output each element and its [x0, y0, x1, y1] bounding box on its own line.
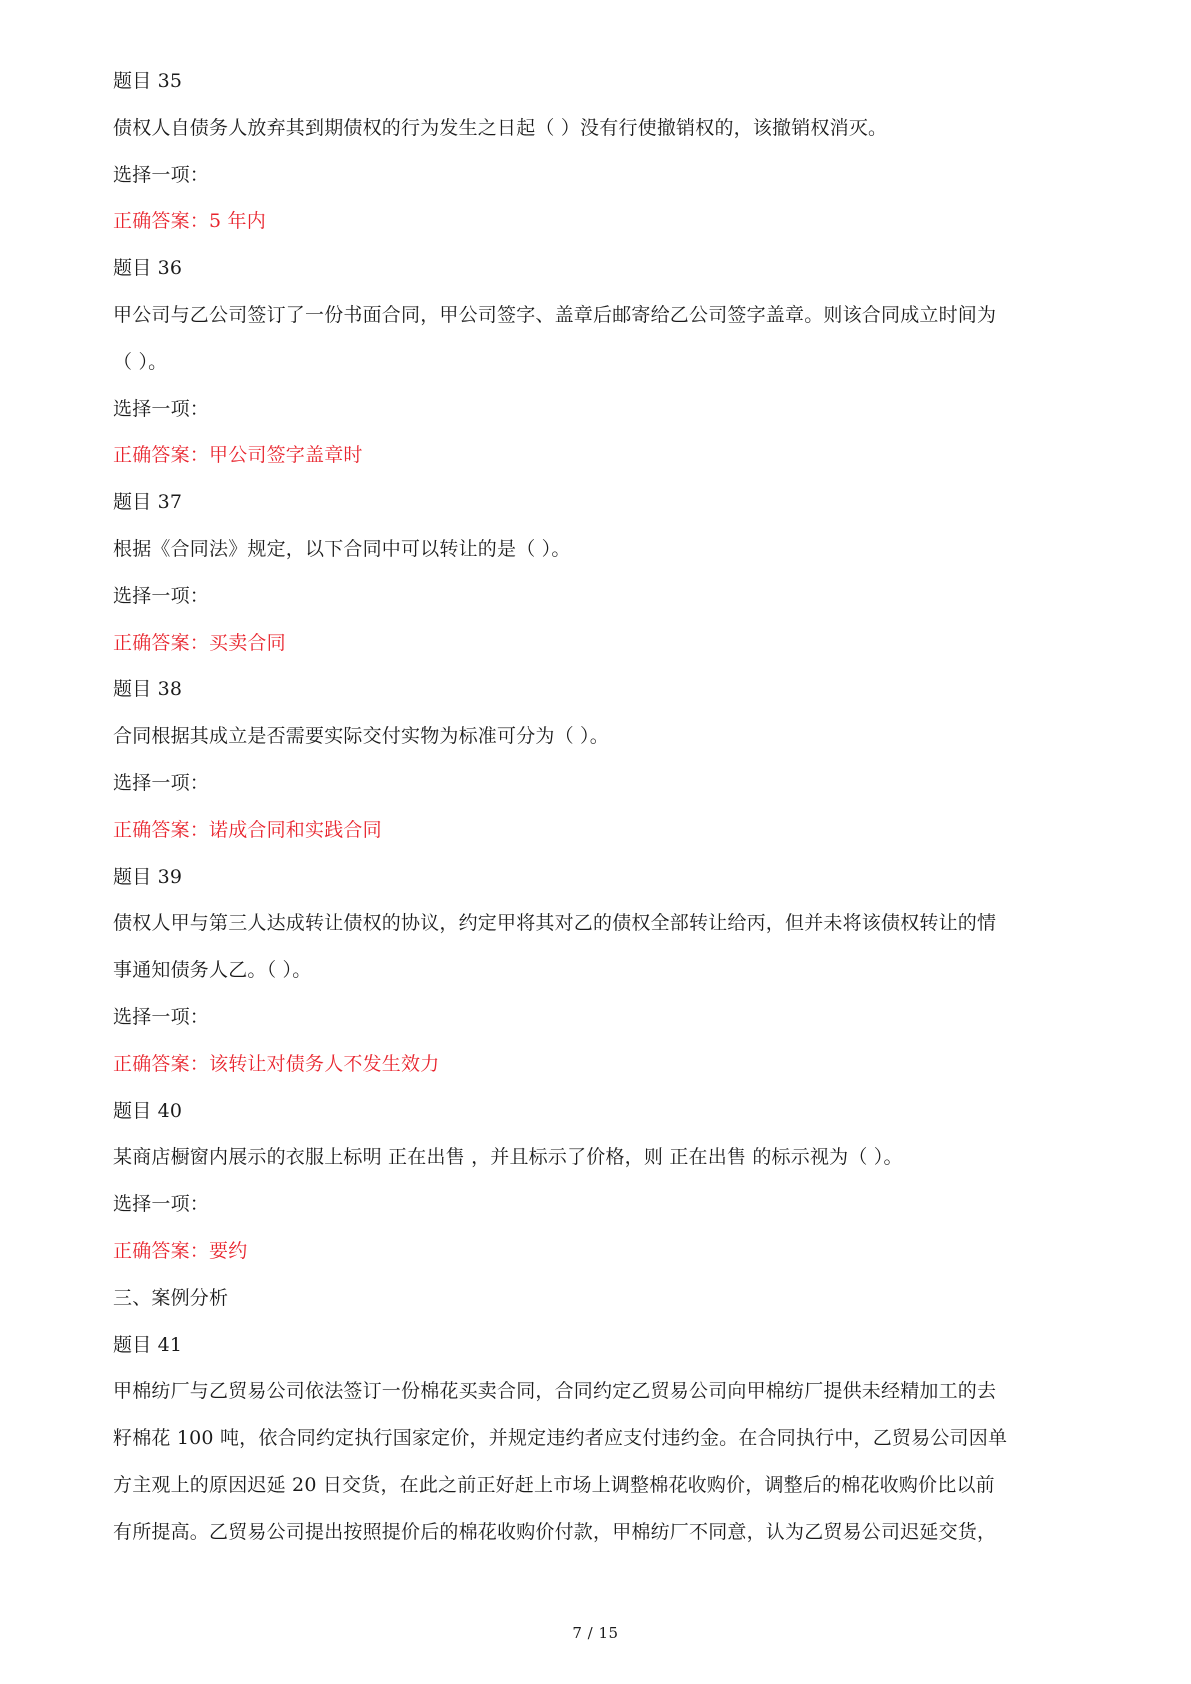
question-text: 甲公司与乙公司签订了一份书面合同，甲公司签字、盖章后邮寄给乙公司签字盖章。则该合同成立时间为 [113, 303, 997, 326]
select-one-prompt: 选择一项： [113, 584, 210, 607]
question-number: 题目 37 [113, 491, 183, 514]
question-number: 题目 38 [113, 678, 183, 701]
select-one-prompt: 选择一项： [113, 1005, 210, 1028]
question-number: 题目 41 [113, 1333, 183, 1356]
question-text: 合同根据其成立是否需要实际交付实物为标准可分为（ ）。 [113, 725, 609, 748]
question-text: 债权人自债务人放弃其到期债权的行为发生之日起（ ）没有行使撤销权的，该撤销权消灭。 [113, 116, 888, 139]
select-one-prompt: 选择一项： [113, 1193, 210, 1216]
document-body [113, 58, 1093, 1556]
correct-answer: 正确答案：5 年内 [113, 210, 266, 233]
question-text: 债权人甲与第三人达成转让债权的协议，约定甲将其对乙的债权全部转让给丙，但并未将该债权转让的情 [113, 912, 997, 935]
section-heading: 三、案例分析 [113, 1286, 229, 1309]
correct-answer: 正确答案：要约 [113, 1239, 248, 1262]
select-one-prompt: 选择一项： [113, 771, 210, 794]
question-text: 某商店橱窗内展示的衣服上标明 正在出售 ，并且标示了价格，则 正在出售 的标示视为（ ）。 [113, 1146, 903, 1169]
question-number: 题目 39 [113, 865, 183, 888]
correct-answer: 正确答案：该转让对债务人不发生效力 [113, 1052, 440, 1075]
correct-answer: 正确答案：买卖合同 [113, 631, 286, 654]
question-text: 根据《合同法》规定，以下合同中可以转让的是（ ）。 [113, 537, 571, 560]
question-text: 甲棉纺厂与乙贸易公司依法签订一份棉花买卖合同，合同约定乙贸易公司向甲棉纺厂提供未经精加工的去 [113, 1380, 997, 1403]
question-text: 方主观上的原因迟延 20 日交货，在此之前正好赶上市场上调整棉花收购价，调整后的棉花收购价比以前 [113, 1473, 995, 1496]
correct-answer: 正确答案：甲公司签字盖章时 [113, 444, 363, 467]
correct-answer: 正确答案：诺成合同和实践合同 [113, 818, 382, 841]
question-number: 题目 35 [113, 70, 183, 92]
question-number: 题目 40 [113, 1099, 183, 1122]
question-number: 题目 36 [113, 257, 183, 280]
select-one-prompt: 选择一项： [113, 163, 210, 186]
question-text: 有所提高。乙贸易公司提出按照提价后的棉花收购价付款，甲棉纺厂不同意，认为乙贸易公司迟延交货， [113, 1520, 997, 1543]
question-text: 事通知债务人乙。（ ）。 [113, 959, 312, 982]
question-text: 籽棉花 100 吨，依合同约定执行国家定价，并规定违约者应支付违约金。在合同执行中，乙贸易公司因单 [113, 1427, 1008, 1450]
select-one-prompt: 选择一项： [113, 397, 210, 420]
page-number: 7 / 15 [572, 1624, 619, 1642]
question-text: （ ）。 [113, 350, 168, 373]
